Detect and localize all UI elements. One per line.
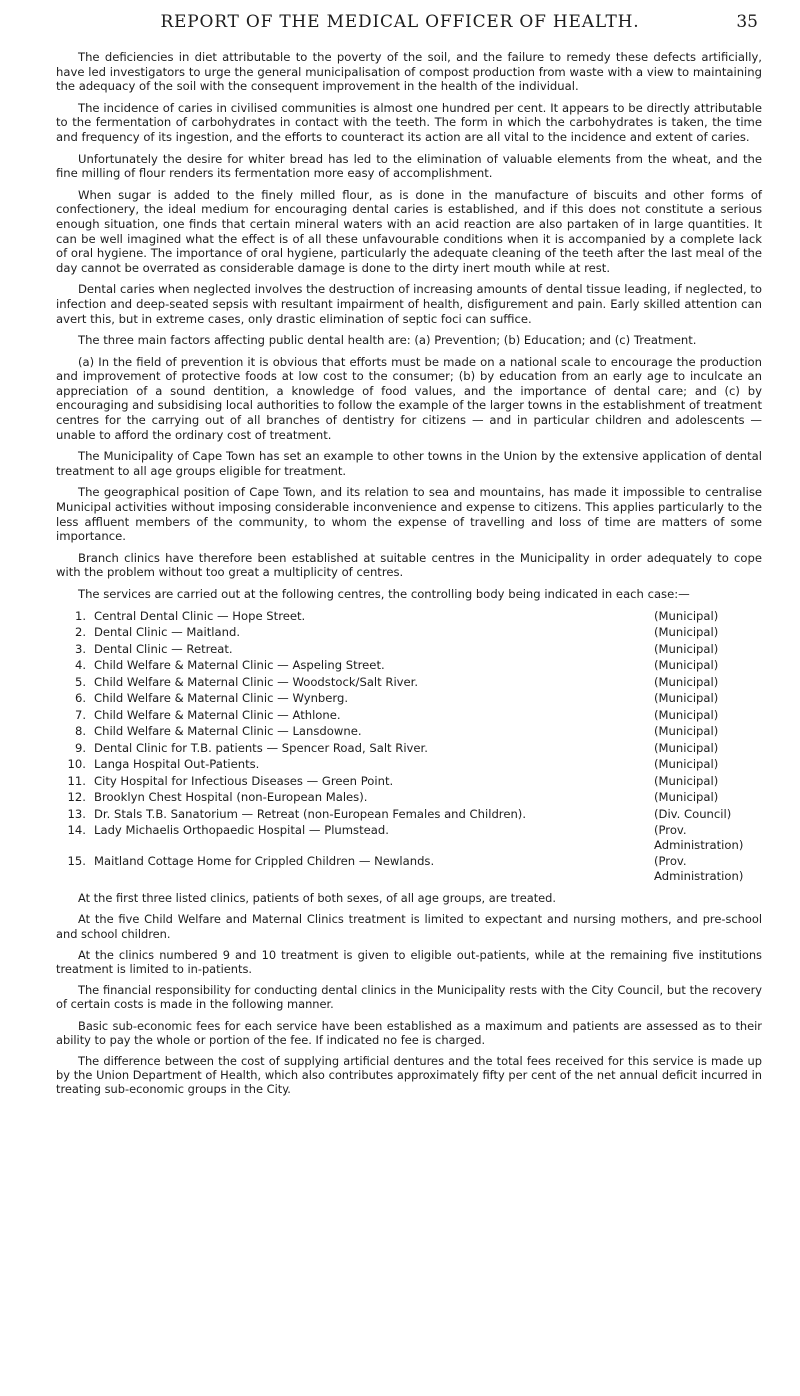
controlling-body: (Municipal) [654, 757, 719, 772]
list-item [56, 691, 762, 706]
paragraph: The incidence of caries in civilised communities is almost one hundred per cent. It appears to be directly attributable to the fermentation of carbohydrates in contact with the teeth. The form in which the carbohydrates is taken, the time and frequency of its ingestion, and the efforts to counteract its action are all vital to the incidence and extent of caries. [56, 100, 762, 144]
paragraph: The three main factors affecting public dental health are: (a) Prevention; (b) Education; and (c) Treatment. [78, 333, 697, 348]
list-item [56, 658, 762, 673]
centre-name: Child Welfare & Maternal Clinic — Lansdowne. [94, 724, 362, 739]
controlling-body: (Prov. Administration) [654, 854, 744, 883]
centre-name: Dr. Stals T.B. Sanatorium — Retreat (non-European Females and Children). [94, 806, 527, 821]
paragraph: The services are carried out at the following centres, the controlling body being indicated in each case:— [78, 587, 690, 601]
centre-name: Dental Clinic for T.B. patients — Spencer Road, Salt River. [94, 740, 428, 755]
paragraph: Basic sub-economic fees for each service have been established as a maximum and patients are assessed as to their ability to pay the whole or portion of the fee. If indicated no fee is charged. [56, 1018, 762, 1047]
controlling-body: (Municipal) [654, 790, 719, 805]
controlling-body: (Municipal) [654, 691, 719, 706]
paragraph: At the clinics numbered 9 and 10 treatment is given to eligible out-patients, while at the remaining five institutions treatment is limited to in-patients. [56, 947, 762, 976]
list-item [56, 757, 762, 772]
item-number: 1. [74, 608, 86, 623]
centre-name: Dental Clinic — Maitland. [94, 625, 241, 640]
controlling-body: (Municipal) [654, 674, 719, 689]
controlling-body: (Municipal) [654, 707, 719, 722]
list-item [56, 609, 762, 624]
item-number: 6. [74, 691, 86, 706]
centre-name: Lady Michaelis Orthopaedic Hospital — Plumstead. [94, 823, 389, 838]
paragraph: At the five Child Welfare and Maternal Clinics treatment is limited to expectant and nursing mothers, and pre-school and school children. [56, 912, 762, 941]
centre-name: Child Welfare & Maternal Clinic — Wynberg. [94, 691, 349, 706]
item-number: 5. [74, 674, 86, 689]
page-header [0, 10, 800, 40]
controlling-body: (Municipal) [654, 608, 719, 623]
item-number: 3. [74, 641, 86, 656]
centre-name: Child Welfare & Maternal Clinic — Woodstock/Salt River. [94, 674, 419, 689]
controlling-body: (Municipal) [654, 724, 719, 739]
paragraph: Dental caries when neglected involves the destruction of increasing amounts of dental tissue leading, if neglected, to infection and deep-seated sepsis with resultant impairment of health, disfigurement and pain. Early skilled attention can avert this, but in extreme cases, only drastic elimination of septic foci can suffice. [56, 282, 762, 326]
item-number: 10. [67, 757, 86, 772]
centre-name: Maitland Cottage Home for Crippled Children — Newlands. [94, 854, 435, 869]
closing-section [56, 891, 762, 1096]
item-number: 4. [74, 658, 86, 673]
paragraph: The Municipality of Cape Town has set an example to other towns in the Union by the extensive application of dental treatment to all age groups eligible for treatment. [56, 449, 762, 478]
list-item [56, 823, 762, 852]
paragraph: The difference between the cost of supplying artificial dentures and the total fees received for this service is made up by the Union Department of Health, which also contributes approximately fifty per cent of the net annual deficit incurred in treating sub-economic groups in the City. [56, 1053, 762, 1097]
controlling-body: (Municipal) [654, 625, 719, 640]
centre-name: Dental Clinic — Retreat. [94, 641, 233, 656]
list-item [56, 854, 762, 883]
item-number: 13. [67, 806, 86, 821]
controlling-body: (Div. Council) [654, 806, 732, 821]
controlling-body: (Prov. Administration) [654, 823, 744, 852]
centre-name: City Hospital for Infectious Diseases — Green Point. [94, 773, 394, 788]
item-number: 12. [67, 790, 86, 805]
list-item [56, 708, 762, 723]
centre-name: Child Welfare & Maternal Clinic — Aspeling Street. [94, 658, 385, 673]
centre-name: Langa Hospital Out-Patients. [94, 757, 260, 772]
paragraph: At the first three listed clinics, patients of both sexes, of all age groups, are treated. [78, 891, 557, 906]
paragraph: Unfortunately the desire for whiter bread has led to the elimination of valuable elements from the wheat, and the fine milling of flour renders its fermentation more easy of accomplishment. [56, 151, 762, 181]
controlling-body: (Municipal) [654, 658, 719, 673]
centre-name: Child Welfare & Maternal Clinic — Athlone. [94, 707, 341, 722]
item-number: 2. [74, 625, 86, 640]
item-number: 14. [67, 823, 86, 838]
list-item [56, 807, 762, 822]
paragraph: (a) In the field of prevention it is obvious that efforts must be made on a national scale to encourage the production and improvement of protective foods at low cost to the consumer; (b) by education from an early age to inculcate an appreciation of a sound dentition, a knowledge of food values, and the importance of dental care; and (c) by encouraging and subsidising local authorities to follow the example of the larger towns in the establishment of treatment centres for the carrying out of all branches of dentistry for citizens — and in particular children and adolescents — unable to afford the ordinary cost of treatment. [56, 354, 762, 442]
page-body [56, 50, 762, 1104]
list-item [56, 741, 762, 756]
paragraph: The deficiencies in diet attributable to the poverty of the soil, and the failure to remedy these defects artificially, have led investigators to urge the general municipalisation of compost production from waste with a view to maintaining the adequacy of the soil with the consequent improvement in the health of the individual. [56, 50, 762, 94]
list-item [56, 675, 762, 690]
list-item [56, 774, 762, 789]
paragraph: Branch clinics have therefore been established at suitable centres in the Municipality in order adequately to cope with the problem without too great a multiplicity of centres. [56, 550, 762, 580]
centre-name: Central Dental Clinic — Hope Street. [94, 608, 306, 623]
paragraph: The geographical position of Cape Town, and its relation to sea and mountains, has made it impossible to centralise Municipal activities without imposing considerable inconvenience and expense to citizens. This applies particularly to the less affluent members of the community, to whom the expense of travelling and loss of time are matters of some importance. [56, 485, 762, 544]
list-item [56, 790, 762, 805]
controlling-body: (Municipal) [654, 773, 719, 788]
list-item [56, 724, 762, 739]
centres-list [56, 609, 762, 884]
centre-name: Brooklyn Chest Hospital (non-European Males). [94, 790, 368, 805]
list-item [56, 625, 762, 640]
running-title: REPORT OF THE MEDICAL OFFICER OF HEALTH. [160, 12, 640, 32]
item-number: 11. [67, 773, 86, 788]
item-number: 7. [74, 707, 86, 722]
paragraph: The financial responsibility for conducting dental clinics in the Municipality rests with the City Council, but the recovery of certain costs is made in the following manner. [56, 983, 762, 1012]
item-number: 8. [74, 724, 86, 739]
paragraph: When sugar is added to the finely milled flour, as is done in the manufacture of biscuits and other forms of confectionery, the ideal medium for encouraging dental caries is established, and if this does not constitute a serious enough situation, one finds that certain mineral waters with an acid reaction are also partaken of in large quantities. It can be well imagined what the effect is of all these unfavourable conditions when it is accompanied by a complete lack of oral hygiene. The importance of oral hygiene, particularly the adequate cleaning of the teeth after the last meal of the day cannot be overrated as considerable damage is done to the dirty inert mouth while at rest. [56, 187, 762, 275]
list-item [56, 642, 762, 657]
controlling-body: (Municipal) [654, 641, 719, 656]
item-number: 15. [67, 854, 86, 869]
controlling-body: (Municipal) [654, 740, 719, 755]
item-number: 9. [74, 740, 86, 755]
page-number: 35 [736, 12, 758, 32]
